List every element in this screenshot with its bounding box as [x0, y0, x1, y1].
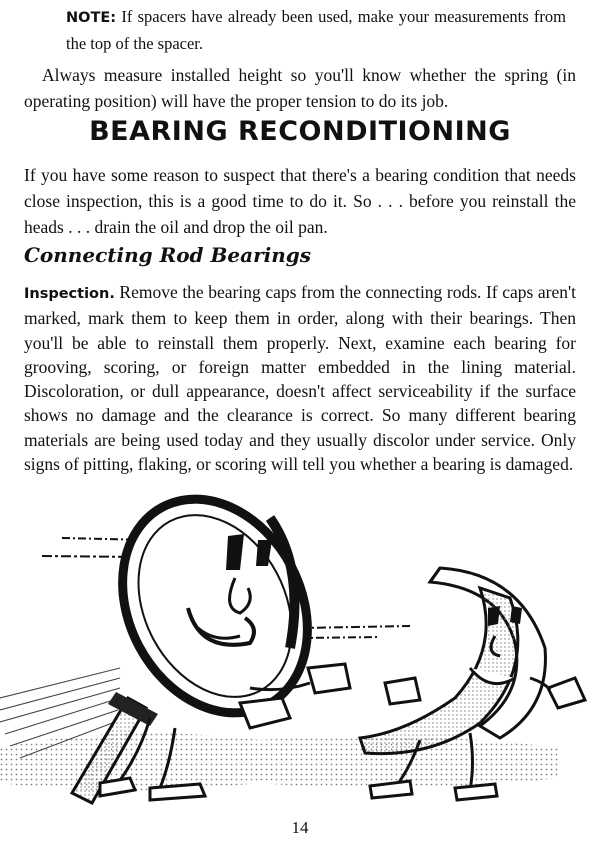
subsection-heading: Connecting Rod Bearings	[24, 243, 311, 267]
note-text: If spacers have already been used, make your measurements from the top of the spacer.	[66, 7, 566, 53]
inspection-label: Inspection.	[24, 286, 115, 302]
note-paragraph	[66, 4, 566, 57]
cartoon-illustration	[0, 478, 600, 818]
note-label: NOTE:	[66, 10, 117, 26]
page-number: 14	[291, 818, 309, 837]
installed-height-paragraph: Always measure installed height so you'll know whether the spring (in operating position) will have the proper tension to do its job.	[24, 65, 576, 111]
inspection-text: Remove the bearing caps from the connecting rods. If caps aren't marked, mark them to keep them in order, along with their bearings. Then you'll be able to reinstall them properly. Next, examine each bearing for grooving, scoring, or foreign matter embedded in the lining material. Discoloration, or dull appearance, doesn't affect serviceability if the surface shows no damage and the clearance is correct. So many different bearing materials are being used today and they usually discolor under service. Only signs of pitting, flaking, or scoring will tell you whether a bearing is damaged.	[24, 282, 576, 475]
section-heading: BEARING RECONDITIONING	[89, 116, 511, 147]
inspection-paragraph	[24, 280, 576, 476]
intro-paragraph: If you have some reason to suspect that there's a bearing condition that needs close inspection, this is a good time to do it. So . . . before you reinstall the heads . . . drain the oil and drop the oil pan.	[24, 165, 576, 237]
